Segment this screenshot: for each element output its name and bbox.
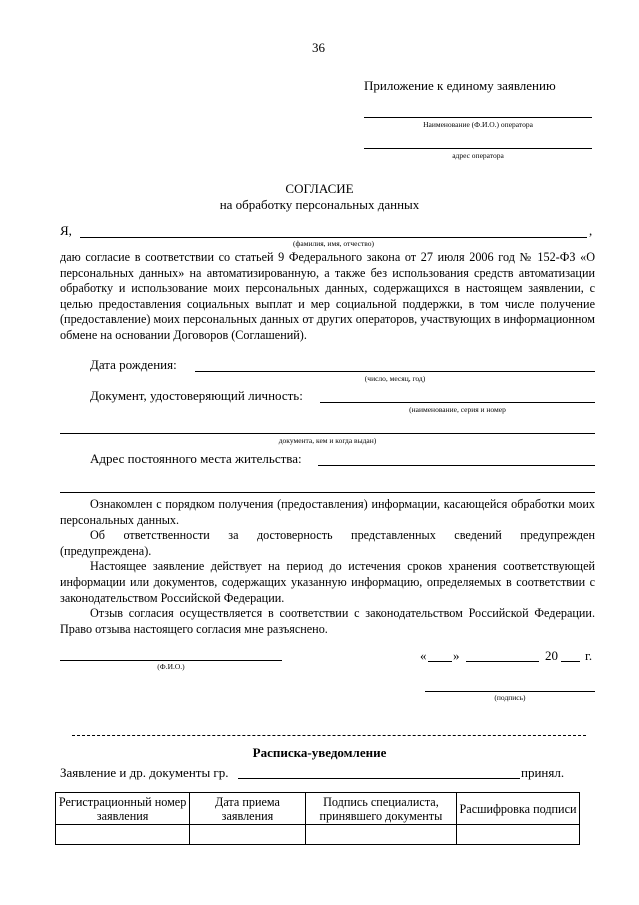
withdrawal-paragraph: Отзыв согласия осуществляется в соответствии с законодательством Российской Федерации. Право отзыва настоящего согласия мне разъяснено.: [60, 606, 595, 636]
acceptance-date-cell[interactable]: [190, 825, 306, 845]
full-name-field[interactable]: [80, 237, 587, 238]
registration-table: [55, 792, 580, 845]
i-label: Я,: [60, 223, 72, 238]
receipt-statement-prefix: Заявление и др. документы гр.: [60, 765, 229, 780]
birth-date-field[interactable]: [195, 371, 595, 372]
responsibility-paragraph: Об ответственности за достоверность представленных сведений предупрежден (предупреждена).: [60, 528, 595, 558]
full-name-caption: (фамилия, имя, отчество): [293, 239, 374, 248]
consent-title: СОГЛАСИЕ: [285, 181, 354, 196]
year-suffix: г.: [585, 648, 593, 663]
signature-caption: (подпись): [494, 693, 526, 702]
consent-body-text: даю согласие в соответствии со статьей 9 Федерального закона от 27 июля 2006 год № 152-ФЗ «О персональных данных» на автоматизированную, а также без использования средств автоматизации обработку и использование моих персональных данных, содержащихся в настоящем заявлении, с целью предоставления социальных выплат и мер социальной поддержки, в том числе получение (предоставление) моих персональных данных от других операторов, участвующих в информационном обмене на основании Договоров (Соглашений).: [60, 250, 595, 342]
identity-doc-caption-1: (наименование, серия и номер: [409, 405, 506, 414]
appendix-title: Приложение к единому заявлению: [364, 78, 556, 93]
identity-doc-caption-2: документа, кем и когда выдан): [278, 436, 377, 445]
date-open-quote: «: [420, 648, 427, 663]
date-close-quote: »: [453, 648, 460, 663]
identity-doc-field[interactable]: [320, 402, 595, 403]
signature-decoding-cell[interactable]: [457, 825, 580, 845]
signature-field[interactable]: [425, 691, 595, 692]
birth-date-label: Дата рождения:: [90, 357, 177, 372]
table-row: [56, 825, 580, 845]
page-number: 36: [312, 40, 325, 55]
consent-paragraphs: [60, 497, 595, 637]
fio-caption: (Ф.И.О.): [157, 662, 185, 671]
fio-field[interactable]: [60, 660, 282, 661]
header-acceptance-date: Дата приема заявления: [190, 793, 306, 825]
date-month-field[interactable]: [466, 661, 539, 662]
consent-subtitle: на обработку персональных данных: [219, 197, 420, 212]
address-field-2[interactable]: [60, 492, 595, 493]
address-field[interactable]: [318, 465, 595, 466]
operator-name-caption: Наименование (Ф.И.О.) оператора: [423, 120, 533, 129]
header-registration-number: Регистрационный номер заявления: [56, 793, 190, 825]
receipt-statement-suffix: принял.: [521, 765, 565, 780]
operator-address-line[interactable]: [364, 148, 592, 149]
cut-line: [72, 735, 586, 736]
table-header-row: [56, 793, 580, 825]
identity-doc-label: Документ, удостоверяющий личность:: [90, 388, 303, 403]
operator-address-caption: адрес оператора: [452, 151, 504, 160]
header-specialist-signature: Подпись специалиста, принявшего документы: [305, 793, 456, 825]
i-comma: ,: [589, 223, 593, 238]
date-day-field[interactable]: [428, 661, 452, 662]
operator-name-line[interactable]: [364, 117, 592, 118]
acknowledgement-paragraph: Ознакомлен с порядком получения (предоставления) информации, касающейся обработки моих персональных данных.: [60, 497, 595, 527]
date-year-field[interactable]: [561, 661, 580, 662]
header-signature-decoding: Расшифровка подписи: [457, 793, 580, 825]
validity-paragraph: Настоящее заявление действует на период до истечения сроков хранения соответствующей информации или документов, содержащих указанную информацию, определяемых в соответствии с законодательством Российской Федерации.: [60, 559, 595, 605]
birth-date-caption: (число, месяц, год): [364, 374, 426, 383]
identity-doc-field-2[interactable]: [60, 433, 595, 434]
receipt-citizen-field[interactable]: [238, 778, 520, 779]
year-prefix: 20: [545, 648, 558, 663]
registration-number-cell[interactable]: [56, 825, 190, 845]
address-label: Адрес постоянного места жительства:: [90, 451, 302, 466]
receipt-title: Расписка-уведомление: [252, 745, 387, 760]
specialist-signature-cell[interactable]: [305, 825, 456, 845]
